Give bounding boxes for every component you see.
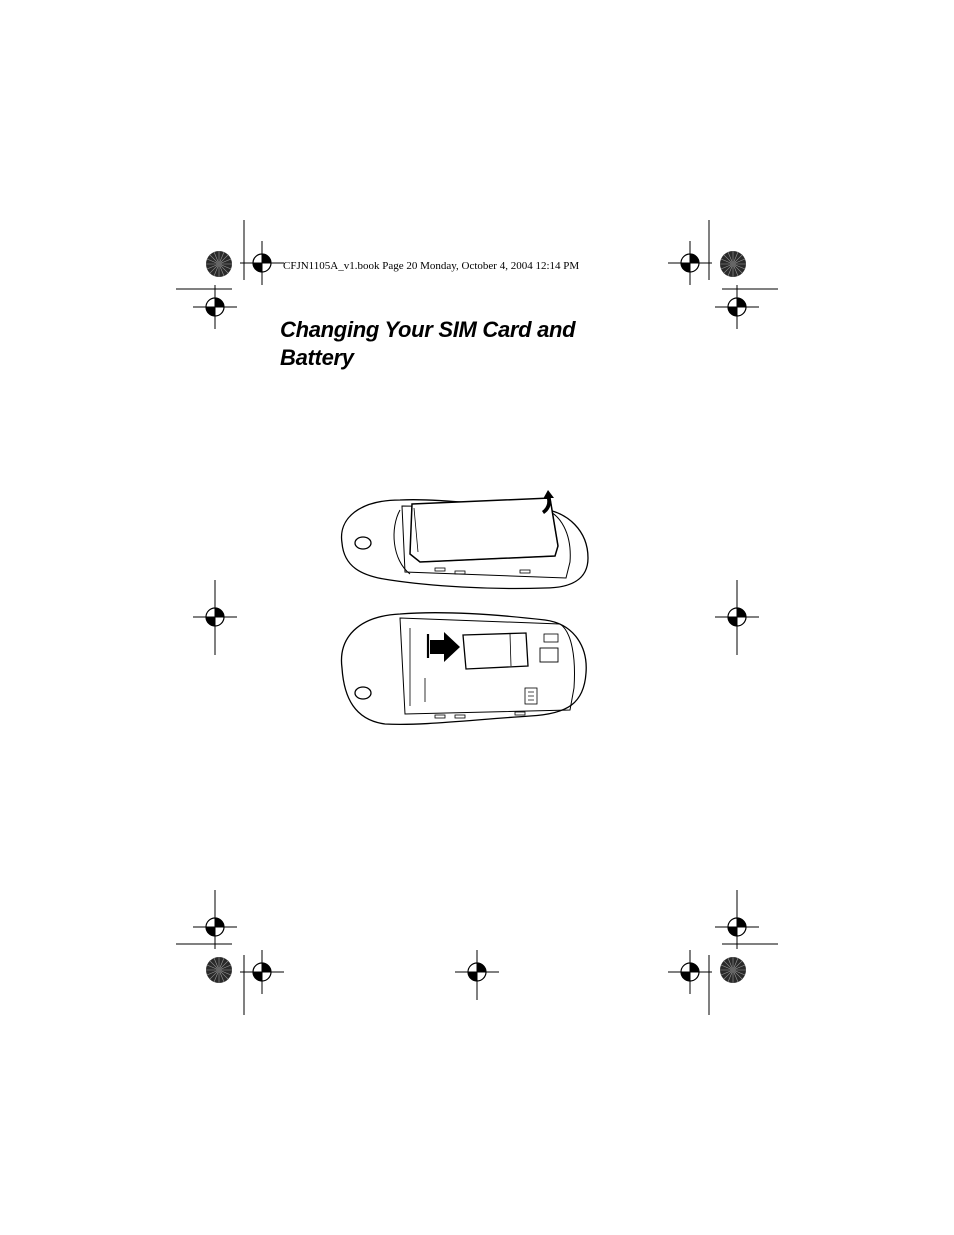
crosshair-icon (240, 241, 284, 285)
print-header: CFJN1105A_v1.book Page 20 Monday, October 4, 2004 12:14 PM (283, 260, 580, 272)
title-line-1: Changing Your SIM Card and (280, 317, 576, 342)
registration-mark-icon (206, 251, 232, 277)
crosshair-icon (668, 950, 712, 994)
phone-illustration (330, 488, 600, 733)
crosshair-icon (240, 950, 284, 994)
title-line-2: Battery (280, 345, 354, 370)
crosshair-icon (193, 285, 237, 329)
registration-mark-icon (720, 251, 746, 277)
battery-removal-drawing (342, 498, 588, 589)
crosshair-icon (715, 285, 759, 329)
registration-mark-icon (206, 957, 232, 983)
crosshair-icon (668, 241, 712, 285)
page-title (280, 316, 640, 372)
sim-insertion-drawing (341, 613, 586, 725)
registration-mark-icon (720, 957, 746, 983)
crosshair-icon (455, 950, 499, 994)
